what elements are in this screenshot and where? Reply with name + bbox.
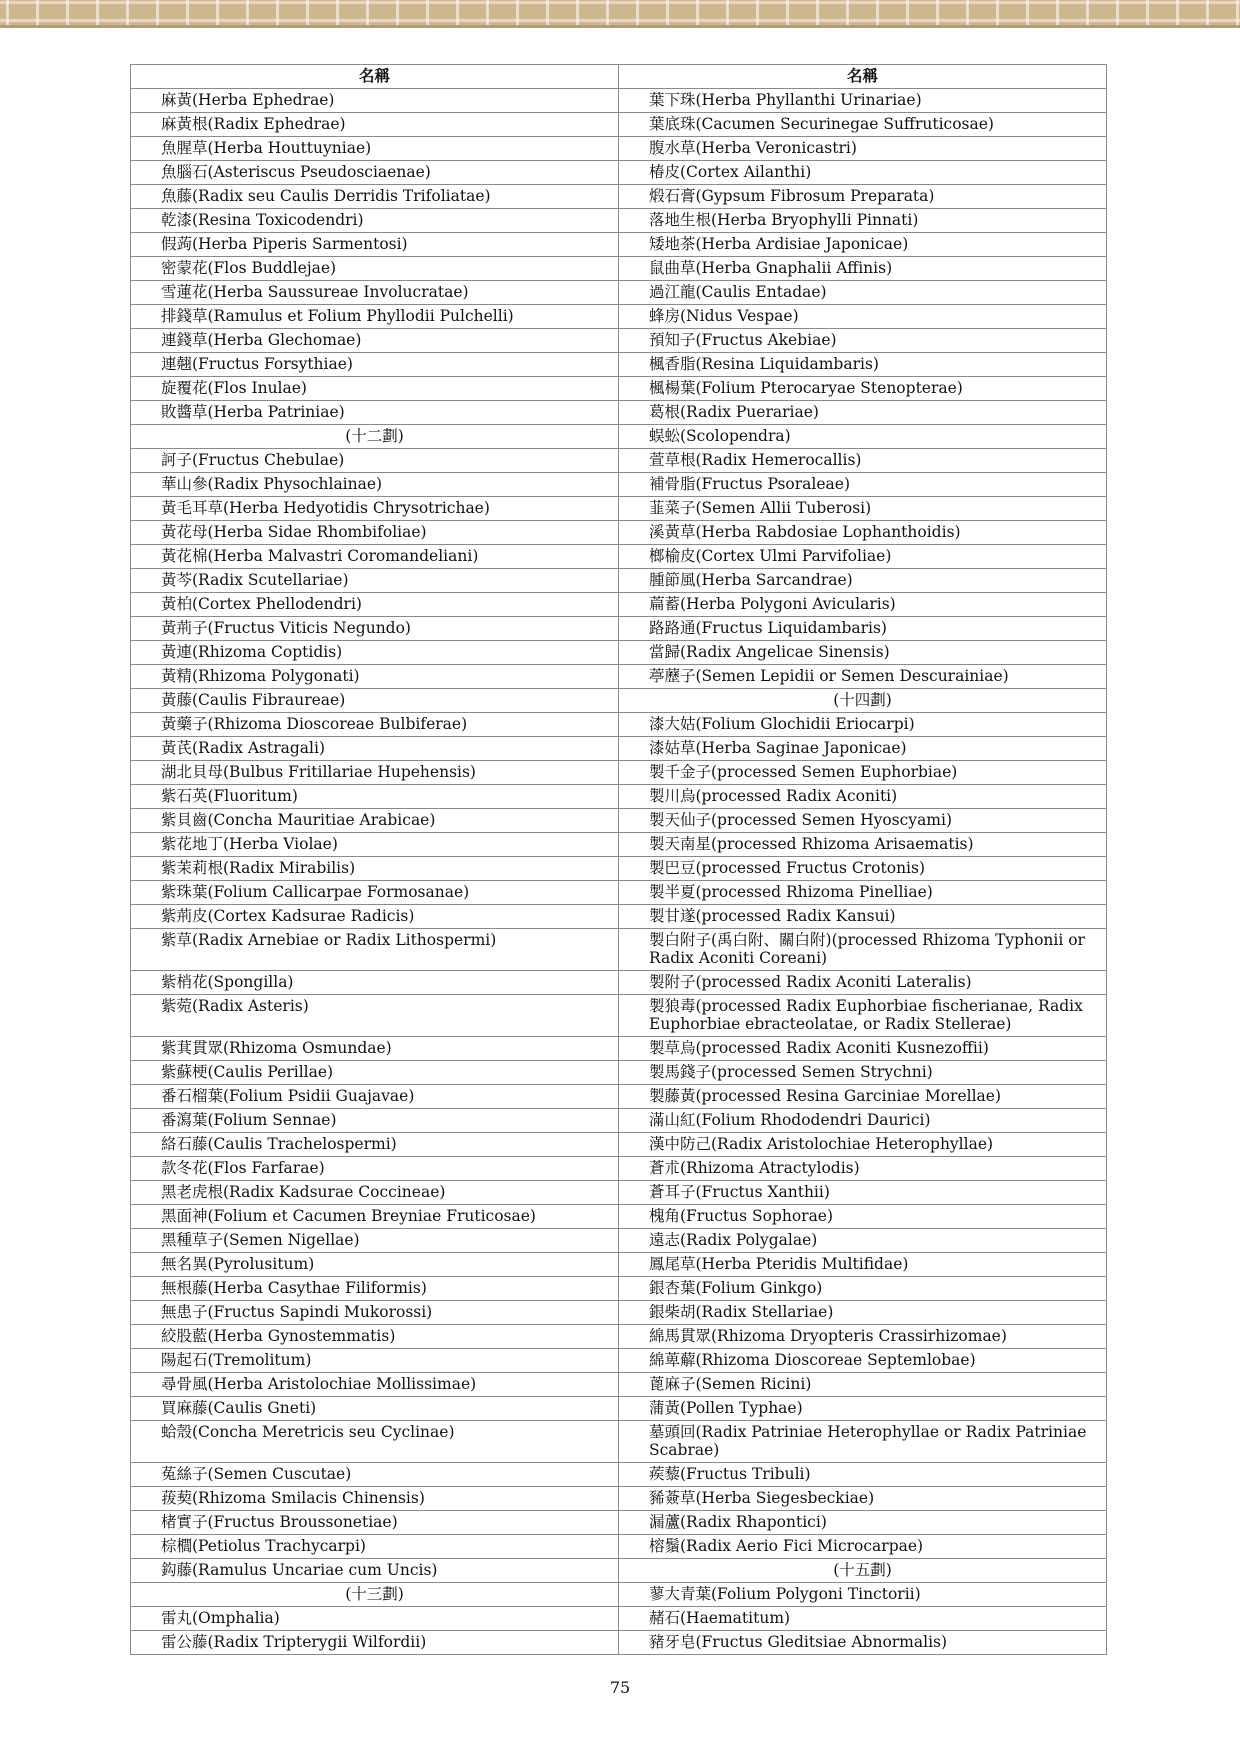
right-cell: 漏蘆(Radix Rhapontici) <box>619 1511 1107 1535</box>
left-cell: 訶子(Fructus Chebulae) <box>131 449 619 473</box>
table-row <box>131 1037 1107 1061</box>
left-cell: 蛤殼(Concha Meretricis seu Cyclinae) <box>131 1421 619 1463</box>
right-stroke-group-heading: (十四劃) <box>619 689 1107 713</box>
table-row <box>131 971 1107 995</box>
table-row <box>131 809 1107 833</box>
column-header-left: 名稱 <box>131 65 619 89</box>
right-cell: 製白附子(禹白附、關白附)(processed Rhizoma Typhonii or Radix Aconiti Coreani) <box>619 929 1107 971</box>
table-row <box>131 1133 1107 1157</box>
left-cell: 菟絲子(Semen Cuscutae) <box>131 1463 619 1487</box>
table-row <box>131 1277 1107 1301</box>
left-cell: 乾漆(Resina Toxicodendri) <box>131 209 619 233</box>
left-cell: 魚腦石(Asteriscus Pseudosciaenae) <box>131 161 619 185</box>
table-row <box>131 857 1107 881</box>
table-row <box>131 785 1107 809</box>
right-cell: 製巴豆(processed Fructus Crotonis) <box>619 857 1107 881</box>
table-row <box>131 641 1107 665</box>
left-cell: 菝葜(Rhizoma Smilacis Chinensis) <box>131 1487 619 1511</box>
left-cell: 黃藥子(Rhizoma Dioscoreae Bulbiferae) <box>131 713 619 737</box>
table-row <box>131 1301 1107 1325</box>
left-cell: 棕櫚(Petiolus Trachycarpi) <box>131 1535 619 1559</box>
right-cell: 葶藶子(Semen Lepidii or Semen Descurainiae) <box>619 665 1107 689</box>
left-cell: 楮實子(Fructus Broussonetiae) <box>131 1511 619 1535</box>
left-cell: 紫珠葉(Folium Callicarpae Formosanae) <box>131 881 619 905</box>
table-body <box>131 89 1107 1655</box>
table-row <box>131 1559 1107 1583</box>
left-cell: 麻黃(Herba Ephedrae) <box>131 89 619 113</box>
table-row <box>131 113 1107 137</box>
right-cell: 鳳尾草(Herba Pteridis Multifidae) <box>619 1253 1107 1277</box>
left-cell: 雪蓮花(Herba Saussureae Involucratae) <box>131 281 619 305</box>
left-cell: 黑種草子(Semen Nigellae) <box>131 1229 619 1253</box>
table-row <box>131 1607 1107 1631</box>
table-row <box>131 1583 1107 1607</box>
right-cell: 蒺藜(Fructus Tribuli) <box>619 1463 1107 1487</box>
right-cell: 萱草根(Radix Hemerocallis) <box>619 449 1107 473</box>
table-row <box>131 209 1107 233</box>
table-row <box>131 1349 1107 1373</box>
right-cell: 葛根(Radix Puerariae) <box>619 401 1107 425</box>
left-cell: 雷公藤(Radix Tripterygii Wilfordii) <box>131 1631 619 1655</box>
right-cell: 遠志(Radix Polygalae) <box>619 1229 1107 1253</box>
left-cell: 旋覆花(Flos Inulae) <box>131 377 619 401</box>
left-cell: 紫蘇梗(Caulis Perillae) <box>131 1061 619 1085</box>
right-cell: 蒲黃(Pollen Typhae) <box>619 1397 1107 1421</box>
left-cell: 番瀉葉(Folium Sennae) <box>131 1109 619 1133</box>
left-cell: 黑面神(Folium et Cacumen Breyniae Fruticosae) <box>131 1205 619 1229</box>
table-row <box>131 905 1107 929</box>
left-cell: 紫花地丁(Herba Violae) <box>131 833 619 857</box>
left-cell: 絡石藤(Caulis Trachelospermi) <box>131 1133 619 1157</box>
table-row <box>131 1205 1107 1229</box>
left-cell: 湖北貝母(Bulbus Fritillariae Hupehensis) <box>131 761 619 785</box>
right-cell: 煅石膏(Gypsum Fibrosum Preparata) <box>619 185 1107 209</box>
left-cell: 華山參(Radix Physochlainae) <box>131 473 619 497</box>
table-row <box>131 353 1107 377</box>
right-cell: 銀柴胡(Radix Stellariae) <box>619 1301 1107 1325</box>
left-cell: 無根藤(Herba Casythae Filiformis) <box>131 1277 619 1301</box>
table-row <box>131 713 1107 737</box>
right-cell: 葉底珠(Cacumen Securinegae Suffruticosae) <box>619 113 1107 137</box>
left-cell: 連錢草(Herba Glechomae) <box>131 329 619 353</box>
left-cell: 紫萁貫眾(Rhizoma Osmundae) <box>131 1037 619 1061</box>
table-row <box>131 617 1107 641</box>
left-cell: 紫荊皮(Cortex Kadsurae Radicis) <box>131 905 619 929</box>
table-header-row <box>131 65 1107 89</box>
right-cell: 萹蓄(Herba Polygoni Avicularis) <box>619 593 1107 617</box>
right-cell: 腹水草(Herba Veronicastri) <box>619 137 1107 161</box>
right-cell: 赭石(Haematitum) <box>619 1607 1107 1631</box>
table-row <box>131 1535 1107 1559</box>
table-row <box>131 1181 1107 1205</box>
table-row <box>131 545 1107 569</box>
left-cell: 麻黃根(Radix Ephedrae) <box>131 113 619 137</box>
right-cell: 蜈蚣(Scolopendra) <box>619 425 1107 449</box>
left-cell: 番石榴葉(Folium Psidii Guajavae) <box>131 1085 619 1109</box>
left-cell: 黃芩(Radix Scutellariae) <box>131 569 619 593</box>
right-cell: 製狼毒(processed Radix Euphorbiae fischerianae, Radix Euphorbiae ebracteolatae, or Radix Stellerae) <box>619 995 1107 1037</box>
right-cell: 綿馬貫眾(Rhizoma Dryopteris Crassirhizomae) <box>619 1325 1107 1349</box>
right-cell: 漆姑草(Herba Saginae Japonicae) <box>619 737 1107 761</box>
right-cell: 蒼朮(Rhizoma Atractylodis) <box>619 1157 1107 1181</box>
left-cell: 魚腥草(Herba Houttuyniae) <box>131 137 619 161</box>
right-cell: 腫節風(Herba Sarcandrae) <box>619 569 1107 593</box>
left-cell: 黃花母(Herba Sidae Rhombifoliae) <box>131 521 619 545</box>
table-row <box>131 593 1107 617</box>
right-cell: 漆大姑(Folium Glochidii Eriocarpi) <box>619 713 1107 737</box>
right-cell: 製附子(processed Radix Aconiti Lateralis) <box>619 971 1107 995</box>
table-row <box>131 89 1107 113</box>
right-cell: 預知子(Fructus Akebiae) <box>619 329 1107 353</box>
table-row <box>131 1487 1107 1511</box>
table-row <box>131 377 1107 401</box>
table-row <box>131 233 1107 257</box>
right-cell: 槐角(Fructus Sophorae) <box>619 1205 1107 1229</box>
right-cell: 蒼耳子(Fructus Xanthii) <box>619 1181 1107 1205</box>
table-row <box>131 665 1107 689</box>
left-cell: 絞股藍(Herba Gynostemmatis) <box>131 1325 619 1349</box>
right-cell: 製甘遂(processed Radix Kansui) <box>619 905 1107 929</box>
table-row <box>131 401 1107 425</box>
left-cell: 密蒙花(Flos Buddlejae) <box>131 257 619 281</box>
left-cell: 陽起石(Tremolitum) <box>131 1349 619 1373</box>
right-cell: 韮菜子(Semen Allii Tuberosi) <box>619 497 1107 521</box>
right-cell: 製天仙子(processed Semen Hyoscyami) <box>619 809 1107 833</box>
right-cell: 楓香脂(Resina Liquidambaris) <box>619 353 1107 377</box>
right-cell: 漢中防己(Radix Aristolochiae Heterophyllae) <box>619 1133 1107 1157</box>
left-stroke-group-heading: (十三劃) <box>131 1583 619 1607</box>
left-cell: 黃精(Rhizoma Polygonati) <box>131 665 619 689</box>
right-cell: 銀杏葉(Folium Ginkgo) <box>619 1277 1107 1301</box>
left-cell: 黃荊子(Fructus Viticis Negundo) <box>131 617 619 641</box>
table-row <box>131 1373 1107 1397</box>
table-row <box>131 833 1107 857</box>
right-cell: 豨薟草(Herba Siegesbeckiae) <box>619 1487 1107 1511</box>
table-row <box>131 881 1107 905</box>
left-cell: 黃藤(Caulis Fibraureae) <box>131 689 619 713</box>
right-cell: 製馬錢子(processed Semen Strychni) <box>619 1061 1107 1085</box>
right-cell: 製藤黃(processed Resina Garciniae Morellae) <box>619 1085 1107 1109</box>
left-cell: 尋骨風(Herba Aristolochiae Mollissimae) <box>131 1373 619 1397</box>
right-cell: 過江龍(Caulis Entadae) <box>619 281 1107 305</box>
table-row <box>131 689 1107 713</box>
left-cell: 紫茉莉根(Radix Mirabilis) <box>131 857 619 881</box>
right-cell: 製半夏(processed Rhizoma Pinelliae) <box>619 881 1107 905</box>
right-cell: 鼠曲草(Herba Gnaphalii Affinis) <box>619 257 1107 281</box>
table-row <box>131 1421 1107 1463</box>
page-number: 75 <box>609 1678 631 1697</box>
table-row <box>131 329 1107 353</box>
table-row <box>131 257 1107 281</box>
right-cell: 綿萆薢(Rhizoma Dioscoreae Septemlobae) <box>619 1349 1107 1373</box>
table-row <box>131 1253 1107 1277</box>
table-row <box>131 1511 1107 1535</box>
herb-name-table <box>130 64 1107 1655</box>
right-cell: 製天南星(processed Rhizoma Arisaematis) <box>619 833 1107 857</box>
table-row <box>131 137 1107 161</box>
decorative-border-band <box>0 0 1240 28</box>
table-row <box>131 281 1107 305</box>
right-cell: 路路通(Fructus Liquidambaris) <box>619 617 1107 641</box>
left-cell: 排錢草(Ramulus et Folium Phyllodii Pulchelli) <box>131 305 619 329</box>
table-row <box>131 1325 1107 1349</box>
table-row <box>131 737 1107 761</box>
table-row <box>131 425 1107 449</box>
table-row <box>131 1061 1107 1085</box>
right-cell: 溪黃草(Herba Rabdosiae Lophanthoidis) <box>619 521 1107 545</box>
right-cell: 蜂房(Nidus Vespae) <box>619 305 1107 329</box>
right-cell: 椿皮(Cortex Ailanthi) <box>619 161 1107 185</box>
right-stroke-group-heading: (十五劃) <box>619 1559 1107 1583</box>
right-cell: 當歸(Radix Angelicae Sinensis) <box>619 641 1107 665</box>
table-row <box>131 305 1107 329</box>
right-cell: 墓頭回(Radix Patriniae Heterophyllae or Radix Patriniae Scabrae) <box>619 1421 1107 1463</box>
left-cell: 紫草(Radix Arnebiae or Radix Lithospermi) <box>131 929 619 971</box>
table-row <box>131 1085 1107 1109</box>
left-cell: 紫石英(Fluoritum) <box>131 785 619 809</box>
right-cell: 落地生根(Herba Bryophylli Pinnati) <box>619 209 1107 233</box>
table-row <box>131 161 1107 185</box>
left-cell: 黃芪(Radix Astragali) <box>131 737 619 761</box>
right-cell: 製千金子(processed Semen Euphorbiae) <box>619 761 1107 785</box>
right-cell: 豬牙皂(Fructus Gleditsiae Abnormalis) <box>619 1631 1107 1655</box>
right-cell: 蓖麻子(Semen Ricini) <box>619 1373 1107 1397</box>
table-row <box>131 761 1107 785</box>
right-cell: 補骨脂(Fructus Psoraleae) <box>619 473 1107 497</box>
table-row <box>131 1631 1107 1655</box>
left-cell: 無患子(Fructus Sapindi Mukorossi) <box>131 1301 619 1325</box>
right-cell: 製川烏(processed Radix Aconiti) <box>619 785 1107 809</box>
table-row <box>131 1463 1107 1487</box>
left-cell: 魚藤(Radix seu Caulis Derridis Trifoliatae) <box>131 185 619 209</box>
table-row <box>131 1157 1107 1181</box>
left-cell: 買麻藤(Caulis Gneti) <box>131 1397 619 1421</box>
table-row <box>131 521 1107 545</box>
left-cell: 假蒟(Herba Piperis Sarmentosi) <box>131 233 619 257</box>
left-cell: 黑老虎根(Radix Kadsurae Coccineae) <box>131 1181 619 1205</box>
left-cell: 紫菀(Radix Asteris) <box>131 995 619 1037</box>
table-row <box>131 1229 1107 1253</box>
table-row <box>131 185 1107 209</box>
table-row <box>131 449 1107 473</box>
right-cell: 製草烏(processed Radix Aconiti Kusnezoffii) <box>619 1037 1107 1061</box>
left-cell: 雷丸(Omphalia) <box>131 1607 619 1631</box>
right-cell: 榕鬚(Radix Aerio Fici Microcarpae) <box>619 1535 1107 1559</box>
table-row <box>131 995 1107 1037</box>
right-cell: 葉下珠(Herba Phyllanthi Urinariae) <box>619 89 1107 113</box>
right-cell: 榔榆皮(Cortex Ulmi Parvifoliae) <box>619 545 1107 569</box>
table-row <box>131 1397 1107 1421</box>
table-row <box>131 569 1107 593</box>
table-row <box>131 497 1107 521</box>
left-cell: 連翹(Fructus Forsythiae) <box>131 353 619 377</box>
left-cell: 款冬花(Flos Farfarae) <box>131 1157 619 1181</box>
left-cell: 紫梢花(Spongilla) <box>131 971 619 995</box>
left-cell: 黃連(Rhizoma Coptidis) <box>131 641 619 665</box>
left-stroke-group-heading: (十二劃) <box>131 425 619 449</box>
right-cell: 矮地茶(Herba Ardisiae Japonicae) <box>619 233 1107 257</box>
table-row <box>131 1109 1107 1133</box>
table-row <box>131 473 1107 497</box>
left-cell: 黃花棉(Herba Malvastri Coromandeliani) <box>131 545 619 569</box>
table-row <box>131 929 1107 971</box>
left-cell: 無名異(Pyrolusitum) <box>131 1253 619 1277</box>
left-cell: 黃毛耳草(Herba Hedyotidis Chrysotrichae) <box>131 497 619 521</box>
right-cell: 楓楊葉(Folium Pterocaryae Stenopterae) <box>619 377 1107 401</box>
left-cell: 黃柏(Cortex Phellodendri) <box>131 593 619 617</box>
right-cell: 蓼大青葉(Folium Polygoni Tinctorii) <box>619 1583 1107 1607</box>
left-cell: 敗醬草(Herba Patriniae) <box>131 401 619 425</box>
left-cell: 紫貝齒(Concha Mauritiae Arabicae) <box>131 809 619 833</box>
right-cell: 滿山紅(Folium Rhododendri Daurici) <box>619 1109 1107 1133</box>
left-cell: 鈎藤(Ramulus Uncariae cum Uncis) <box>131 1559 619 1583</box>
column-header-right: 名稱 <box>619 65 1107 89</box>
